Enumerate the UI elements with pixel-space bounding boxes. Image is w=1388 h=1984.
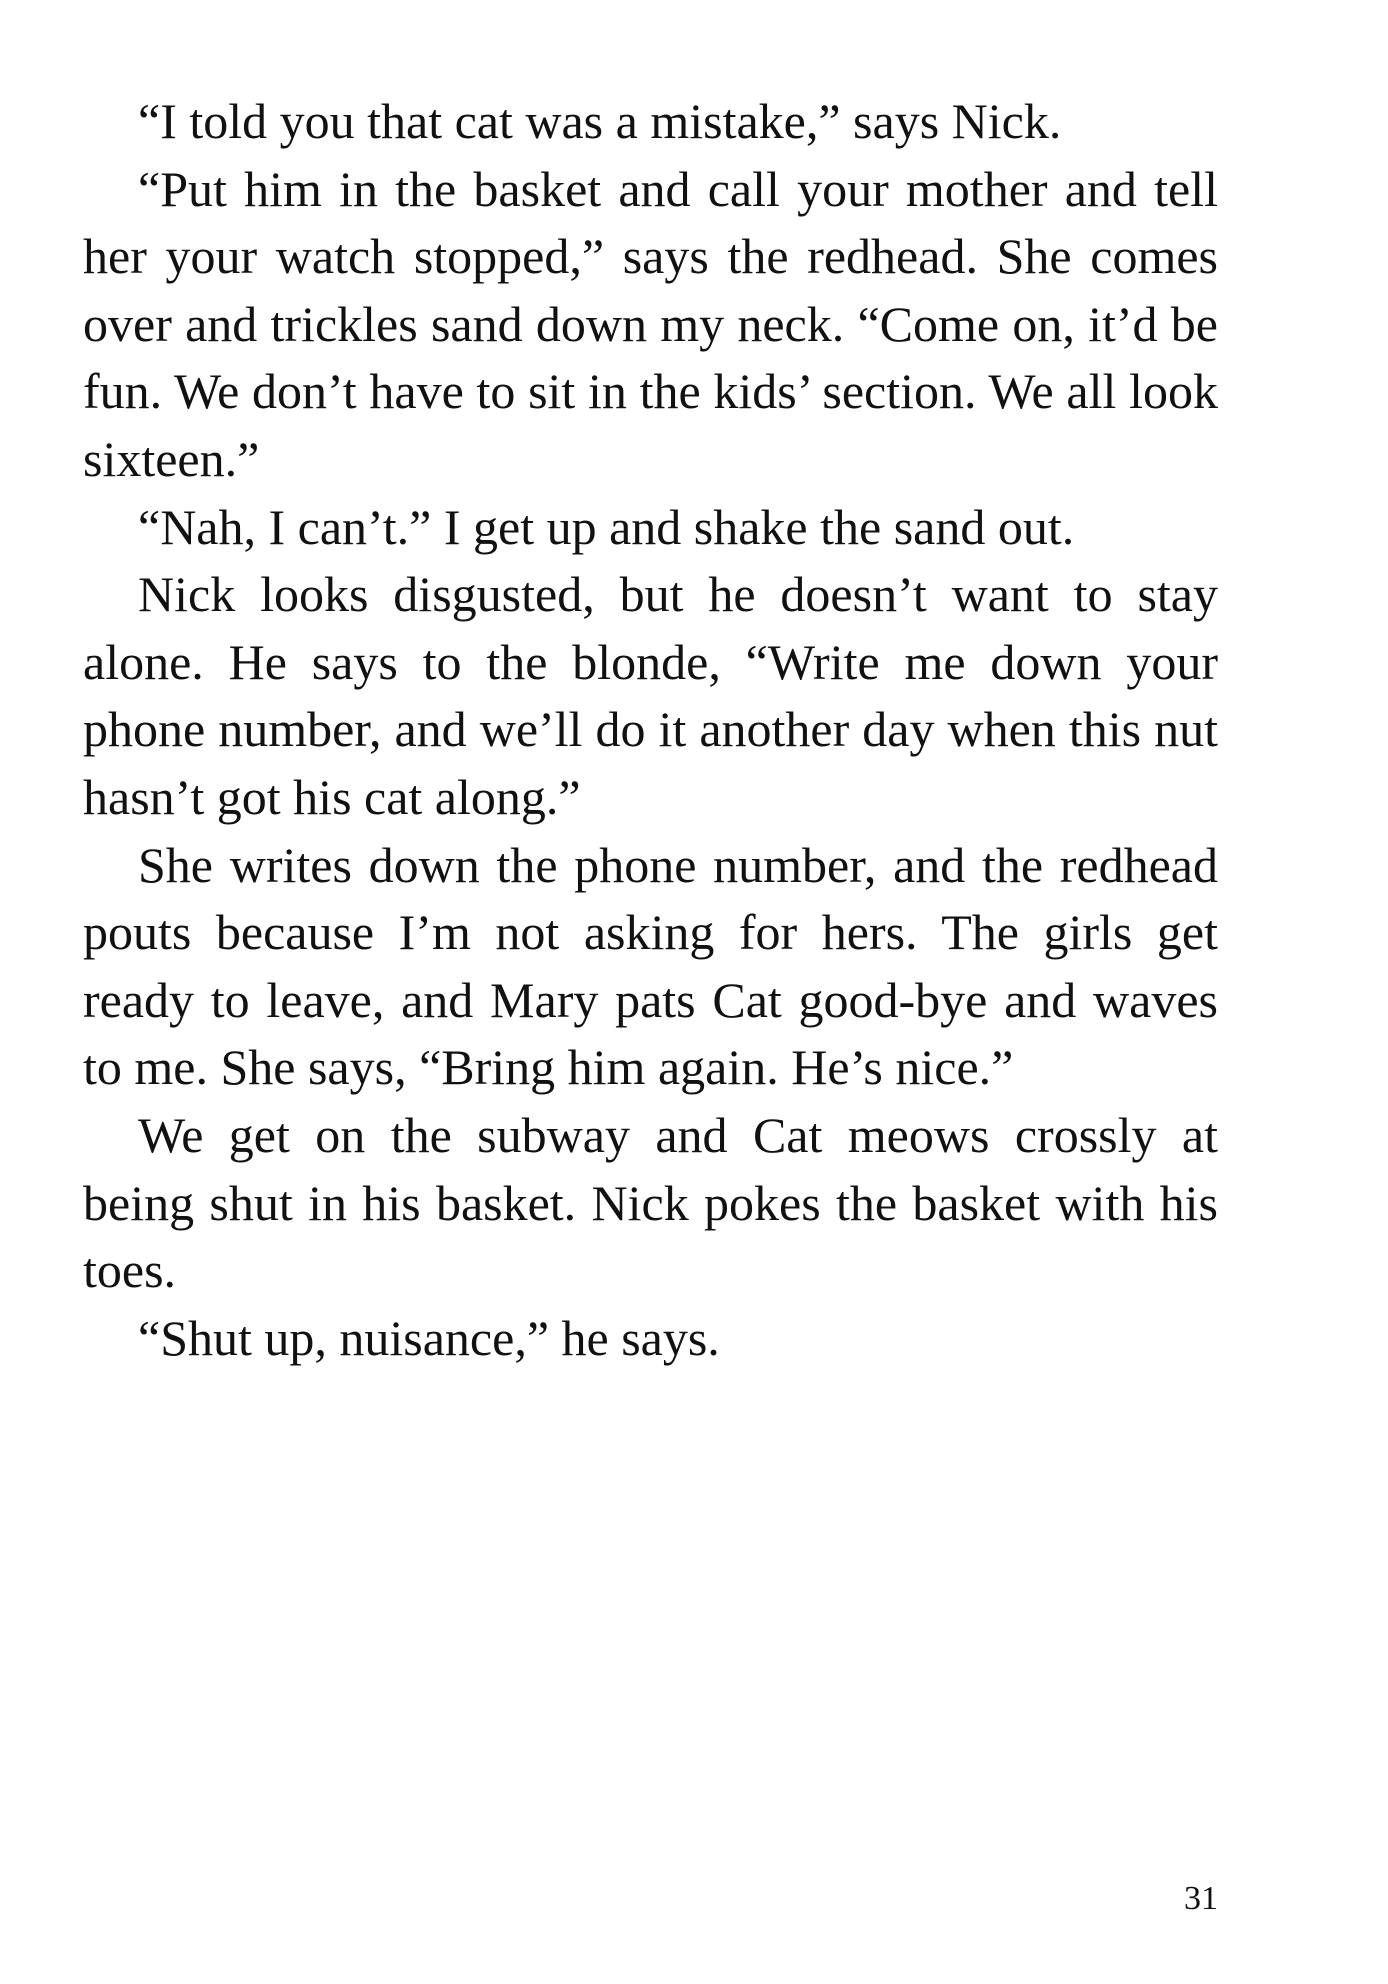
paragraph: “Shut up, nuisance,” he says. (138, 1309, 720, 1366)
paragraph: We get on the subway and Cat meows crossly at being shut in his basket. Nick pokes the basket with his toes. (83, 1106, 1218, 1299)
paragraph: Nick looks disgusted, but he doesn’t want to stay alone. He says to the blonde, “Write me down your phone number, and we’ll do it another day when this nut hasn’t got his cat along.” (83, 566, 1218, 825)
body-text (83, 88, 1218, 1372)
paragraph: “Nah, I can’t.” I get up and shake the sand out. (138, 498, 1075, 555)
paragraph: She writes down the phone number, and the redhead pouts because I’m not asking for hers. The girls get ready to leave, and Mary pats Cat good-bye and waves to me. She says, “Bring him again. He’s nice.” (83, 836, 1218, 1096)
paragraph: “Put him in the basket and call your mother and tell her your watch stopped,” says the redhead. She comes over and trickles sand down my neck. “Come on, it’d be fun. We don’t have to sit in the kids’ section. We all look sixteen.” (83, 160, 1218, 487)
page-number: 31 (1184, 1880, 1218, 1917)
paragraph: “I told you that cat was a mistake,” says Nick. (138, 93, 1062, 149)
